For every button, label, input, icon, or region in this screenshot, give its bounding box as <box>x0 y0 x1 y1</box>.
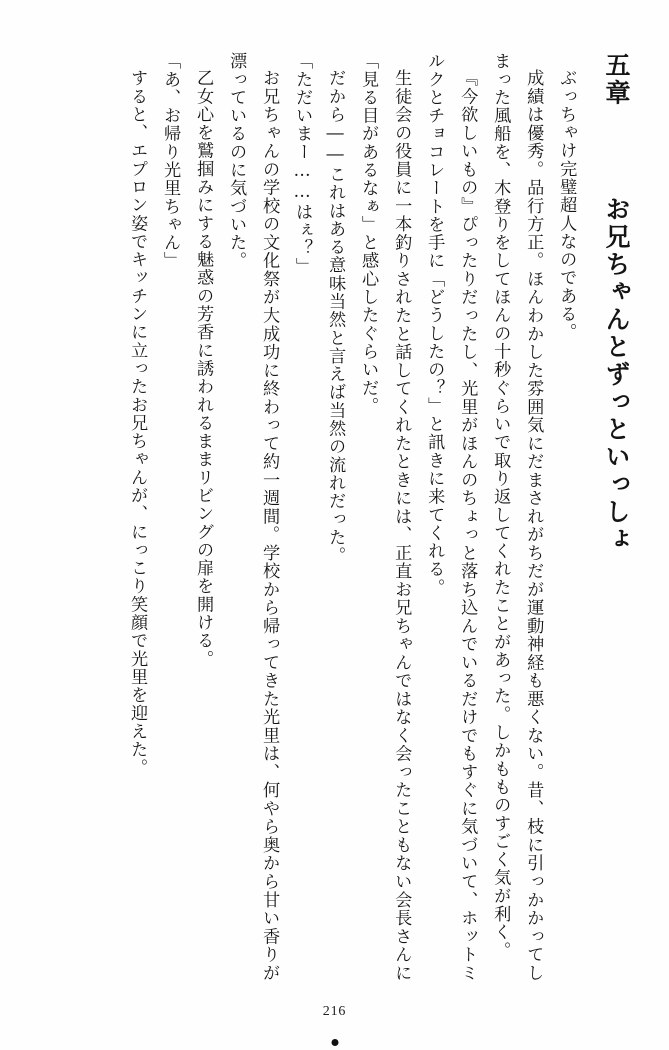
page-number: 216 <box>322 1004 347 1019</box>
chapter-title: お兄ちゃんとずっといっしょ <box>602 196 631 554</box>
body-paragraph: 乙女心を鷲掴みにする魅惑の芳香に誘われるままリビングの扉を開ける。 <box>193 69 214 669</box>
page-text-block <box>34 52 635 982</box>
chapter-number: 五章 <box>602 52 631 107</box>
body-paragraph: ぶっちゃけ完璧超人なのである。 <box>556 69 577 342</box>
body-paragraph-dialogue: 「ただいまー……はぇ？」 <box>292 52 313 276</box>
body-paragraph: 生徒会の役員に一本釣りされたと話してくれたときには、正直お兄ちゃんではなく会ったこともない会長さんに「見る目があるなぁ」と感心したぐらいだ。 <box>358 52 412 982</box>
chapter-heading <box>596 52 635 554</box>
body-paragraph: 『今欲しいもの』ぴったりだったし、光里がほんのちょっと落ち込んでいるだけでもすぐに気づいて、ホットミルクとチョコレートを手に「どうしたの？」と訊きに来てくれる。 <box>424 52 478 982</box>
body-paragraph: 成績は優秀。品行方正。ほんわかした雰囲気にだまされがちだが運動神経も悪くない。昔、枝に引っかかってしまった風船を、木登りをしてほんの十秒ぐらいで取り返してくれたことがあった。しかもものすごく気が利く。 <box>490 52 544 982</box>
page-corner-mark <box>331 1039 338 1046</box>
body-paragraph-dialogue: 「あ、お帰り光里ちゃん」 <box>160 52 181 270</box>
body-paragraph: すると、エプロン姿でキッチンに立ったお兄ちゃんが、にっこり笑顔で光里を迎えた。 <box>127 69 148 777</box>
body-paragraph: お兄ちゃんの学校の文化祭が大成功に終わって約一週間。学校から帰ってきた光里は、何やら奥から甘い香りが漂っているのに気づいた。 <box>226 52 280 982</box>
body-paragraph: だから――これはある意味当然と言えば当然の流れだった。 <box>325 69 346 565</box>
